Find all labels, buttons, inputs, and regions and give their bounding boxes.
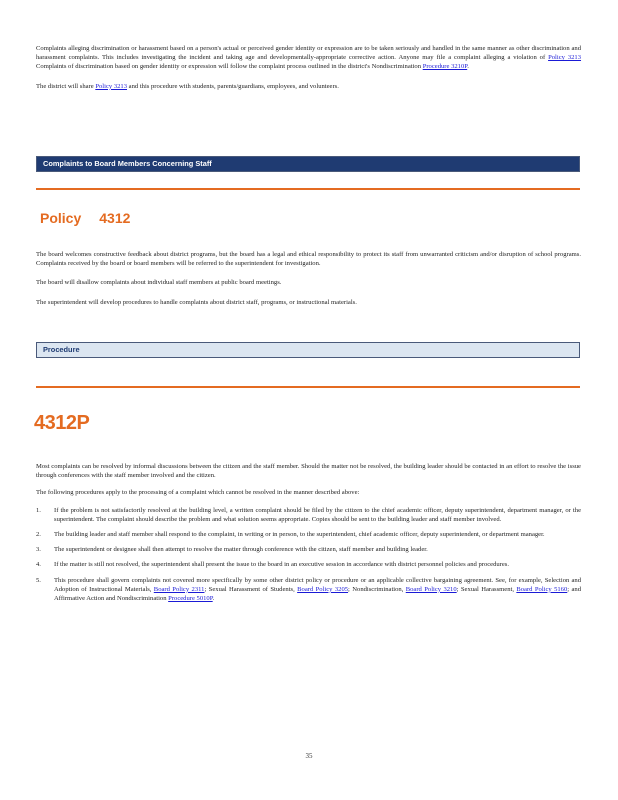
policy-paragraph-2: The board will disallow complaints about individual staff members at public board meetings. xyxy=(36,279,282,287)
procedure-3210p-link[interactable]: Procedure 3210P xyxy=(422,63,468,71)
list-item: 4. If the matter is still not resolved, the superintendent shall present the issue to the board in an executive session in accordance with district personnel policies and procedures. xyxy=(36,561,510,569)
list-item: 2. The building leader and staff member shall respond to the complaint, in writing or in person, to the superintendent, chief academic officer, deputy superintendent, or department manager. xyxy=(36,531,545,539)
policy-title xyxy=(40,210,148,226)
intro-paragraph-1: Complaints alleging discrimination or harassment based on a person's actual or perceived gender identity or expression are to be taken seriously and handled in the same manner as other discrimination and harassment complaints. This includes investigating the incident and taking age and developmentally-appropriate corrective action. Anyone may file a complaint alleging a violation of Policy 3213 Complaints of discrimination based on gender identity or expression will follow the complaint process outlined in the district's Nondiscrimination Procedure 3210P. xyxy=(36,45,582,71)
page-number: 35 xyxy=(305,752,313,760)
procedure-paragraph-1: Most complaints can be resolved by informal discussions between the citizen and the staff member. Should the matter not be resolved, the building leader should be contacted in an effort to resolve the issue through conferences with the staff member involved and the citizen. xyxy=(36,463,581,480)
board-policy-3210-link[interactable]: Board Policy 3210 xyxy=(405,585,457,593)
procedure-header: Procedure xyxy=(36,342,580,358)
board-policy-5160-link[interactable]: Board Policy 5160 xyxy=(516,585,568,593)
board-policy-2311-link[interactable]: Board Policy 2311 xyxy=(153,585,205,593)
list-item: 5. This procedure shall govern complaints not covered more specifically by some other district policy or procedure or an applicable collective bargaining agreement. See, for example, Selection and Adoption of Instructional Materials, Board Policy 2311; Sexual Harassment of Students, Board Policy 3205; Nondiscrimination, Board Policy 3210; Sexual Harassment, Board Policy 5160; and Affirmative Action and Nondiscrimination Procedure 5010P. xyxy=(36,576,582,603)
policy-3213-link-2[interactable]: Policy 3213 xyxy=(95,82,128,90)
list-item: 1. If the problem is not satisfactorily resolved at the building level, a written complaint should be filed by the citizen to the chief academic officer, deputy superintendent, department manager, or the superintendent. The complaint should describe the problem and what solution seems appropriate. Copies should be sent to the building leader and staff member involved. xyxy=(36,506,581,523)
policy-title-number: 4312 xyxy=(99,210,131,226)
policy-title-word: Policy xyxy=(40,210,82,226)
policy-paragraph-3: The superintendent will develop procedures to handle complaints about district staff, programs, or instructional materials. xyxy=(36,298,357,306)
policy-paragraph-1: The board welcomes constructive feedback about district programs, but the board has a legal and ethical responsibility to protect its staff from unwarranted criticism and/or disruption of school programs. Complaints received by the board or board members will be referred to the superintendent for investigation. xyxy=(36,251,581,268)
intro-paragraph-2: The district will share Policy 3213 and this procedure with students, parents/guardians, employees, and volunteers. xyxy=(36,82,339,90)
list-item: 3. The superintendent or designee shall then attempt to resolve the matter through conference with the citizen, staff member and building leader. xyxy=(36,546,428,554)
procedure-5010p-link[interactable]: Procedure 5010P xyxy=(168,595,213,603)
intro-section xyxy=(36,44,581,91)
section-divider-2 xyxy=(36,386,580,388)
section-header-complaints: Complaints to Board Members Concerning Staff xyxy=(36,156,580,172)
procedure-section xyxy=(36,462,581,609)
board-policy-3205-link[interactable]: Board Policy 3205 xyxy=(297,585,349,593)
procedure-paragraph-2: The following procedures apply to the processing of a complaint which cannot be resolved in the manner described above: xyxy=(36,489,360,497)
section-divider-1 xyxy=(36,188,580,190)
procedure-steps-list xyxy=(36,506,581,604)
procedure-title: 4312P xyxy=(34,412,90,434)
policy-section xyxy=(36,250,581,307)
policy-3213-link[interactable]: Policy 3213 xyxy=(548,54,582,62)
